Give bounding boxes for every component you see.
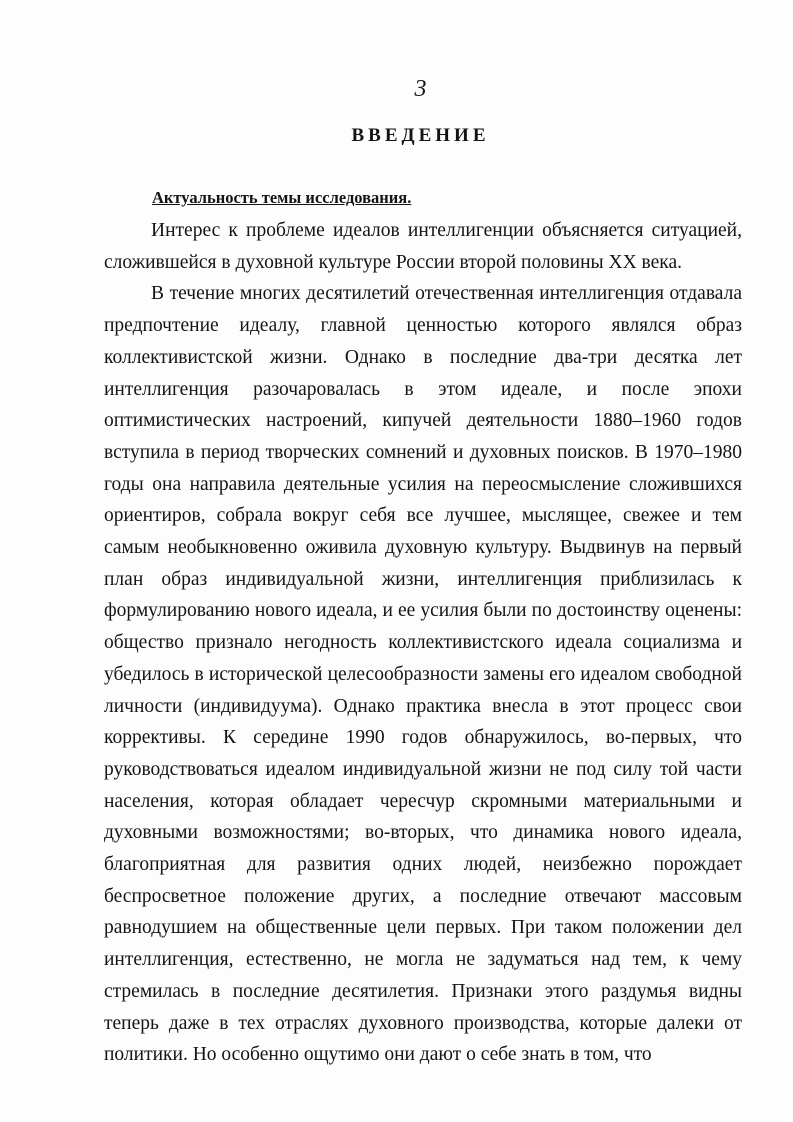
paragraph-1: Интерес к проблеме идеалов интеллигенции объясняется ситуацией, сложившейся в духовной культуре России второй половины XX века. <box>104 220 742 273</box>
body-text <box>104 215 742 1071</box>
section-title: ВВЕДЕНИЕ <box>351 125 490 146</box>
paragraph-2: В течение многих десятилетий отечественная интеллигенция отдавала предпочтение идеалу, главной ценностью которого являлся образ коллективистской жизни. Однако в последние два-три десятка лет интеллигенция разочаровалась в этом идеале, и после эпохи оптимистических настроений, кипучей деятельности 1880–1960 годов вступила в период творческих сомнений и духовных поисков. В 1970–1980 годы она направила деятельные усилия на переосмысление сложившихся ориентиров, собрала вокруг себя все лучшее, мыслящее, свежее и тем самым необыкновенно оживила духовную культуру. Выдвинув на первый план образ индивидуальной жизни, интеллигенция приблизилась к формулированию нового идеала, и ее усилия были по достоинству оценены: общество признало негодность коллективистского идеала социализма и убедилось в исторической целесообразности замены его идеалом свободной личности (индивидуума). Однако практика внесла в этот процесс свои коррективы. К середине 1990 годов обнаружилось, во-первых, что руководствоваться идеалом индивидуальной жизни не под силу той части населения, которая обладает чересчур скромными материальными и духовными возможностями; во-вторых, что динамика нового идеала, благоприятная для развития одних людей, неизбежно порождает беспросветное положение других, а последние отвечают массовым равнодушием на общественные цели первых. При таком положении дел интеллигенция, естественно, не могла не задуматься над тем, к чему стремилась в последние десятилетия. Признаки этого раздумья видны теперь даже в тех отраслях духовного производства, которые далеки от политики. Но особенно ощутимо они дают о себе знать в том, что <box>104 283 742 1066</box>
page-number: 3 <box>414 76 427 102</box>
subheading: Актуальность темы исследования. <box>152 188 412 207</box>
